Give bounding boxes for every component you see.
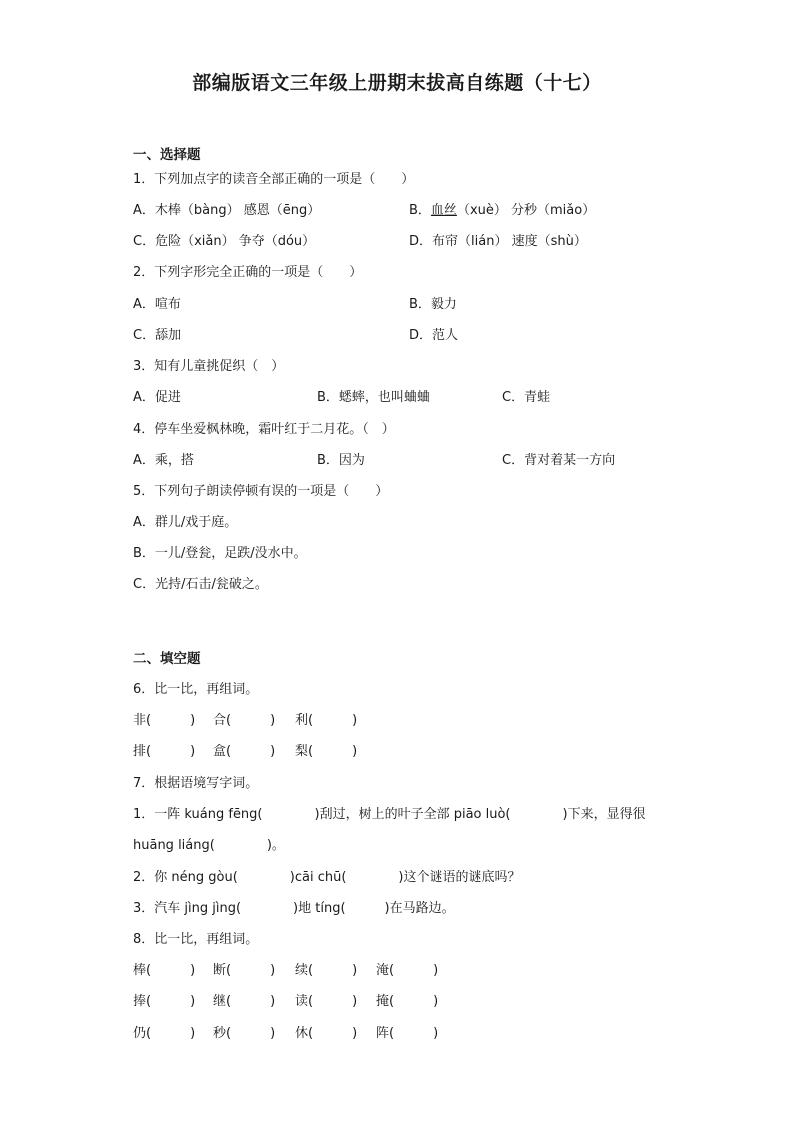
q1-option-b-underlined: 血丝 (430, 203, 457, 218)
q8-item: 阵( ) (376, 1026, 439, 1041)
q6-stem: 6．比一比，再组词。 (133, 682, 259, 697)
q4-stem: 4．停车坐爱枫林晚，霜叶红于二月花。（ ） (133, 422, 395, 437)
q3-option-b: B．蟋蟀，也叫蛐蛐 (317, 390, 430, 405)
q3-option-c: C．青蛙 (502, 390, 551, 405)
q1-option-a: A．木棒（bàng） 感恩（ēng） (133, 203, 321, 218)
q1-option-b-rest: （xuè） 分秒（miǎo） (456, 203, 596, 218)
q1-option-b-prefix: B． (409, 203, 431, 218)
q4-option-c: C．背对着某一方向 (502, 453, 616, 468)
q2-option-a: A．喧布 (133, 297, 181, 312)
q2-option-c: C．舔加 (133, 328, 182, 343)
q7-line1: 1．一阵 kuáng fēng( )刮过，树上的叶子全部 piāo luò( )下来，显得很 (133, 807, 646, 822)
q5-option-b: B．一儿/登瓮，足跌/没水中。 (133, 546, 307, 561)
q6-item: 非( ) (133, 713, 196, 728)
q2-stem: 2．下列字形完全正确的一项是（ ） (133, 265, 363, 280)
q8-item: 续( ) (295, 963, 358, 978)
q7-line2: huāng liáng( )。 (133, 838, 285, 853)
q8-item: 秒( ) (213, 1026, 276, 1041)
section-heading-choice: 一、选择题 (133, 147, 201, 163)
q3-stem: 3．知有儿童挑促织（ ） (133, 359, 285, 374)
q5-option-c: C．光持/石击/瓮破之。 (133, 577, 268, 592)
q6-item: 排( ) (133, 744, 196, 759)
q1-option-c: C．危险（xiǎn） 争夺（dóu） (133, 234, 316, 249)
q8-item: 仍( ) (133, 1026, 196, 1041)
q1-option-b (409, 202, 595, 220)
q4-option-b: B．因为 (317, 453, 365, 468)
q6-item: 梨( ) (295, 744, 358, 759)
q7-line3: 2．你 néng gòu( )cāi chū( )这个谜语的谜底吗？ (133, 870, 521, 885)
q1-stem: 1．下列加点字的读音全部正确的一项是（ ） (133, 172, 415, 187)
q8-item: 继( ) (213, 994, 276, 1009)
q8-item: 淹( ) (376, 963, 439, 978)
q8-item: 读( ) (295, 994, 358, 1009)
q4-option-a: A．乘，搭 (133, 453, 194, 468)
q6-item: 合( ) (213, 713, 276, 728)
q3-option-a: A．促进 (133, 390, 181, 405)
page-title: 部编版语文三年级上册期末拔高自练题（十七） (192, 72, 602, 94)
q2-option-b: B．毅力 (409, 297, 457, 312)
q8-item: 捧( ) (133, 994, 196, 1009)
section-heading-fill: 二、填空题 (133, 651, 201, 667)
q8-item: 断( ) (213, 963, 276, 978)
q6-item: 盒( ) (213, 744, 276, 759)
q7-line4: 3．汽车 jìng jìng( )地 tíng( )在马路边。 (133, 901, 455, 916)
q8-item: 掩( ) (376, 994, 439, 1009)
q8-item: 休( ) (295, 1026, 358, 1041)
q8-stem: 8．比一比，再组词。 (133, 932, 259, 947)
q5-option-a: A．群儿/戏于庭。 (133, 515, 238, 530)
q5-stem: 5．下列句子朗读停顿有误的一项是（ ） (133, 484, 389, 499)
q1-option-d: D．布帘（lián） 速度（shù） (409, 234, 587, 249)
q7-stem: 7．根据语境写字词。 (133, 776, 259, 791)
q6-item: 利( ) (295, 713, 358, 728)
q8-item: 棒( ) (133, 963, 196, 978)
q2-option-d: D．范人 (409, 328, 459, 343)
